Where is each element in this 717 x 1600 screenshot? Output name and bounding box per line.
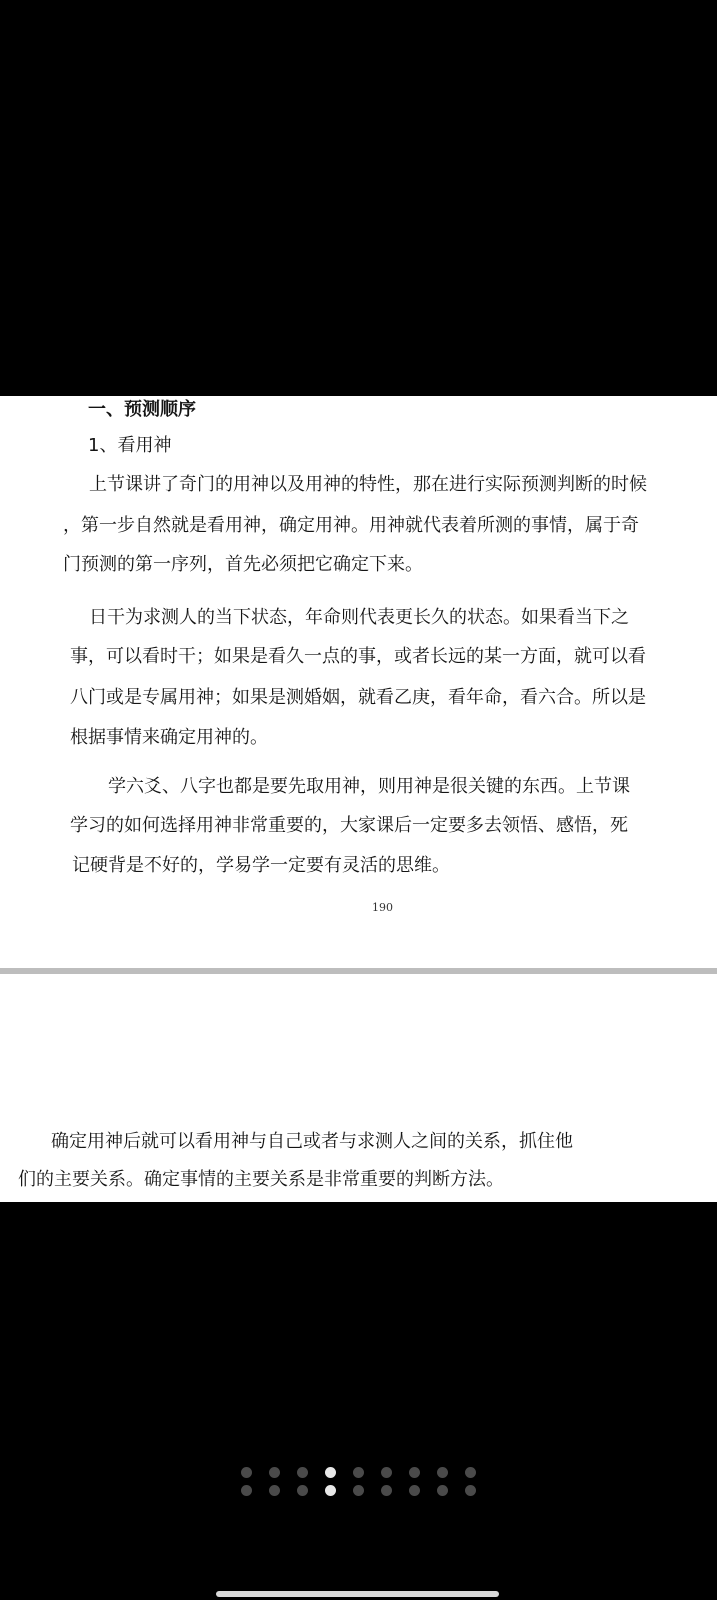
text-line: 八门或是专属用神；如果是测婚姻，就看乙庚，看年命，看六合。所以是 [70, 687, 646, 708]
page-dot[interactable] [269, 1485, 280, 1496]
home-indicator[interactable] [216, 1591, 499, 1597]
page-dot[interactable] [409, 1467, 420, 1478]
page-dot[interactable] [241, 1485, 252, 1496]
page-dot[interactable] [269, 1467, 280, 1478]
document-image[interactable] [0, 396, 717, 1202]
subsection-heading: 1、看用神 [88, 435, 172, 456]
page-dot[interactable] [353, 1467, 364, 1478]
page-indicator-dots[interactable] [0, 1467, 717, 1478]
page-dot[interactable] [381, 1467, 392, 1478]
page-dot-active[interactable] [325, 1467, 336, 1478]
text-line: 学六爻、八字也都是要先取用神，则用神是很关键的东西。上节课 [108, 776, 630, 797]
text-line: 根据事情来确定用神的。 [70, 727, 268, 748]
page-dot[interactable] [381, 1485, 392, 1496]
text-line: 上节课讲了奇门的用神以及用神的特性，那在进行实际预测判断的时候 [89, 474, 647, 495]
page-dot[interactable] [297, 1467, 308, 1478]
page-divider [0, 968, 717, 974]
text-line: 确定用神后就可以看用神与自己或者与求测人之间的关系，抓住他 [51, 1131, 573, 1152]
page-dot[interactable] [353, 1485, 364, 1496]
text-line: 们的主要关系。确定事情的主要关系是非常重要的判断方法。 [18, 1169, 504, 1190]
section-heading: 一、预测顺序 [88, 399, 196, 420]
text-line: 门预测的第一序列，首先必须把它确定下来。 [63, 554, 423, 575]
page-dot[interactable] [241, 1467, 252, 1478]
text-line: 记硬背是不好的，学易学一定要有灵活的思维。 [72, 855, 450, 876]
page-dot[interactable] [297, 1485, 308, 1496]
page-dot[interactable] [409, 1485, 420, 1496]
page-indicator-dots-secondary[interactable] [0, 1485, 717, 1496]
text-line: 事，可以看时干；如果是看久一点的事，或者长远的某一方面，就可以看 [70, 646, 646, 667]
page-dot[interactable] [465, 1467, 476, 1478]
page-dot[interactable] [437, 1485, 448, 1496]
page-dot[interactable] [437, 1467, 448, 1478]
text-line: 日干为求测人的当下状态，年命则代表更长久的状态。如果看当下之 [89, 607, 629, 628]
page-number: 190 [372, 901, 393, 914]
text-line: ，第一步自然就是看用神，确定用神。用神就代表着所测的事情，属于奇 [63, 515, 639, 536]
page-dot-active[interactable] [325, 1485, 336, 1496]
page-dot[interactable] [465, 1485, 476, 1496]
text-line: 学习的如何选择用神非常重要的，大家课后一定要多去领悟、感悟，死 [70, 815, 628, 836]
